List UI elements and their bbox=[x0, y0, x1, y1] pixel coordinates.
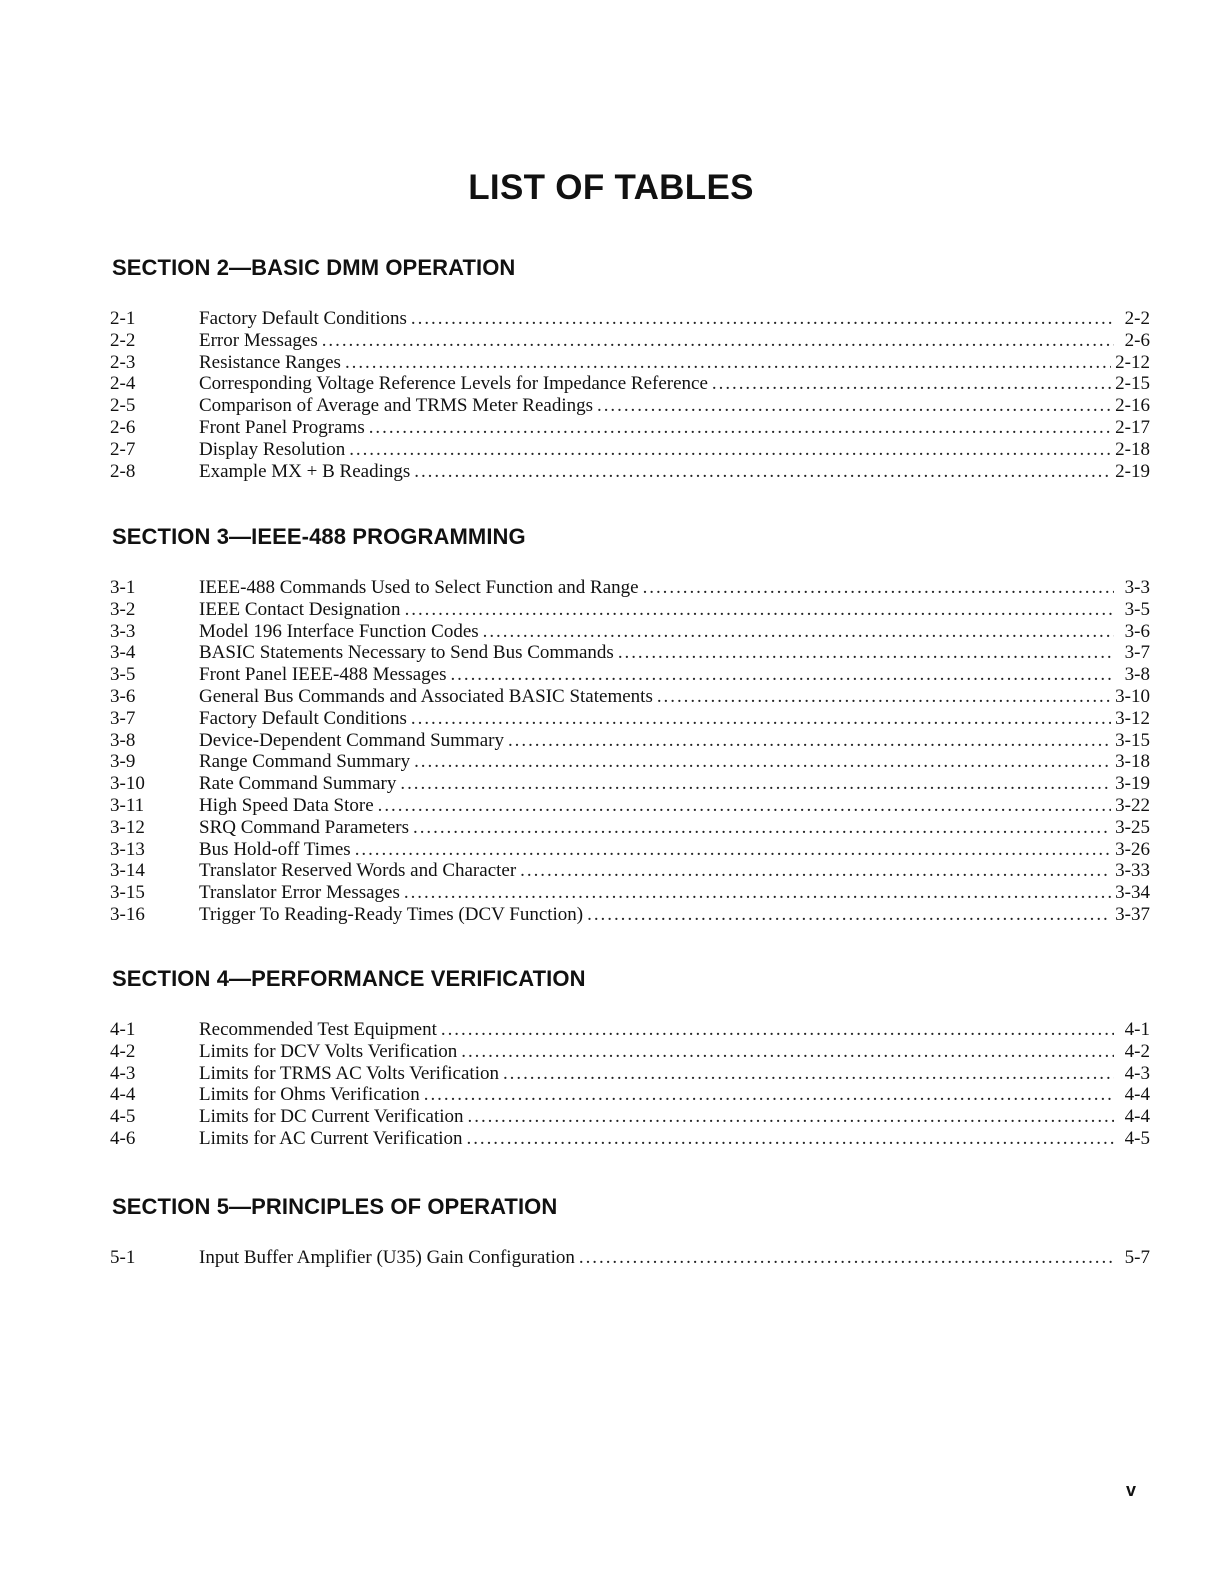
page-number: 3-3 bbox=[1124, 577, 1150, 598]
table-number: 5-1 bbox=[110, 1247, 136, 1268]
table-title: IEEE Contact Designation bbox=[199, 598, 401, 620]
table-title: Range Command Summary bbox=[199, 751, 411, 773]
page-number: 2-18 bbox=[1115, 438, 1150, 460]
toc-entry[interactable] bbox=[110, 1106, 1150, 1128]
table-number: 3-9 bbox=[110, 751, 136, 773]
table-title: Front Panel IEEE-488 Messages bbox=[199, 664, 447, 686]
toc-entry[interactable] bbox=[110, 795, 1150, 817]
toc-entry[interactable] bbox=[110, 621, 1150, 643]
section-heading: SECTION 2—BASIC DMM OPERATION bbox=[112, 255, 516, 280]
table-title: Translator Error Messages bbox=[199, 882, 400, 904]
dot-leader bbox=[520, 860, 1111, 882]
table-title: Limits for TRMS AC Volts Verification bbox=[199, 1062, 499, 1084]
page-number: 4-4 bbox=[1124, 1084, 1150, 1106]
toc-list bbox=[110, 1019, 1150, 1150]
section-3 bbox=[110, 524, 1150, 926]
dot-leader bbox=[508, 730, 1111, 752]
dot-leader bbox=[322, 330, 1114, 352]
table-number: 3-7 bbox=[110, 707, 136, 729]
dot-leader bbox=[468, 1106, 1114, 1128]
dot-leader bbox=[618, 642, 1114, 664]
section-heading: SECTION 3—IEEE-488 PROGRAMMING bbox=[112, 524, 526, 549]
table-number: 3-15 bbox=[110, 882, 145, 904]
toc-entry[interactable] bbox=[110, 417, 1150, 439]
toc-entry[interactable] bbox=[110, 904, 1150, 926]
table-title: Resistance Ranges bbox=[199, 351, 341, 373]
toc-entry[interactable] bbox=[110, 751, 1150, 773]
dot-leader bbox=[400, 773, 1111, 795]
dot-leader bbox=[441, 1019, 1114, 1041]
page-number: 2-16 bbox=[1115, 395, 1150, 417]
table-title: High Speed Data Store bbox=[199, 794, 374, 816]
table-title: Limits for AC Current Verification bbox=[199, 1127, 463, 1149]
toc-entry[interactable] bbox=[110, 330, 1150, 352]
page-number: 4-2 bbox=[1124, 1040, 1150, 1062]
toc-entry[interactable] bbox=[110, 817, 1150, 839]
dot-leader bbox=[404, 882, 1111, 904]
table-number: 3-6 bbox=[110, 685, 136, 707]
toc-entry[interactable] bbox=[110, 642, 1150, 664]
table-title: Display Resolution bbox=[199, 438, 346, 460]
toc-entry[interactable] bbox=[110, 373, 1150, 395]
page-number: 2-12 bbox=[1115, 351, 1150, 373]
page-folio: v bbox=[1125, 1480, 1136, 1500]
page-number: 2-19 bbox=[1115, 460, 1150, 482]
page-number: 4-4 bbox=[1124, 1106, 1150, 1128]
toc-entry[interactable] bbox=[110, 839, 1150, 861]
table-title: Front Panel Programs bbox=[199, 416, 365, 438]
toc-list bbox=[110, 308, 1150, 482]
table-title: Comparison of Average and TRMS Meter Readings bbox=[199, 395, 594, 417]
page-number: 3-26 bbox=[1115, 838, 1150, 860]
toc-entry[interactable] bbox=[110, 708, 1150, 730]
table-title: Corresponding Voltage Reference Levels for Impedance Reference bbox=[199, 373, 708, 395]
page-number: 2-6 bbox=[1124, 329, 1150, 351]
dot-leader bbox=[355, 839, 1111, 861]
toc-entry[interactable] bbox=[110, 730, 1150, 752]
table-title: Recommended Test Equipment bbox=[199, 1019, 437, 1040]
toc-entry[interactable] bbox=[110, 461, 1150, 483]
page-number: 2-2 bbox=[1124, 308, 1150, 329]
dot-leader bbox=[483, 621, 1114, 643]
table-number: 4-4 bbox=[110, 1084, 136, 1106]
table-number: 3-10 bbox=[110, 773, 145, 795]
page-number: 3-34 bbox=[1115, 882, 1150, 904]
dot-leader bbox=[461, 1041, 1114, 1063]
table-title: Device-Dependent Command Summary bbox=[199, 729, 504, 751]
table-number: 2-1 bbox=[110, 308, 136, 329]
page-number: 3-12 bbox=[1115, 707, 1150, 729]
page-number: 3-10 bbox=[1115, 685, 1150, 707]
toc-entry[interactable] bbox=[110, 1247, 1150, 1269]
toc-entry[interactable] bbox=[110, 395, 1150, 417]
page-number: 3-18 bbox=[1115, 751, 1150, 773]
page-title: LIST OF TABLES bbox=[468, 168, 754, 207]
table-number: 2-3 bbox=[110, 351, 136, 373]
table-title: Factory Default Conditions bbox=[199, 707, 407, 729]
table-title: Translator Reserved Words and Character bbox=[199, 860, 517, 882]
table-number: 3-5 bbox=[110, 664, 136, 686]
table-number: 2-8 bbox=[110, 460, 136, 482]
page-number: 3-22 bbox=[1115, 794, 1150, 816]
table-number: 4-3 bbox=[110, 1062, 136, 1084]
dot-leader bbox=[712, 373, 1111, 395]
page-number: 4-5 bbox=[1124, 1127, 1150, 1149]
table-title: Example MX + B Readings bbox=[199, 460, 411, 482]
dot-leader bbox=[411, 708, 1111, 730]
table-title: Input Buffer Amplifier (U35) Gain Configuration bbox=[199, 1247, 575, 1268]
table-number: 4-5 bbox=[110, 1106, 136, 1128]
dot-leader bbox=[467, 1128, 1115, 1150]
toc-entry[interactable] bbox=[110, 1128, 1150, 1150]
page-number: 3-7 bbox=[1124, 642, 1150, 664]
page-number: 3-33 bbox=[1115, 860, 1150, 882]
page-number: 2-17 bbox=[1115, 416, 1150, 438]
dot-leader bbox=[378, 795, 1112, 817]
dot-leader bbox=[369, 417, 1111, 439]
toc-entry[interactable] bbox=[110, 308, 1150, 330]
dot-leader bbox=[597, 395, 1111, 417]
table-title: Bus Hold-off Times bbox=[199, 838, 351, 860]
table-title: IEEE-488 Commands Used to Select Function and Range bbox=[199, 577, 639, 598]
table-title: Limits for DCV Volts Verification bbox=[199, 1040, 458, 1062]
page-number: 5-7 bbox=[1124, 1247, 1150, 1268]
dot-leader bbox=[411, 308, 1114, 330]
table-number: 2-7 bbox=[110, 438, 136, 460]
table-number: 3-14 bbox=[110, 860, 145, 882]
table-number: 2-4 bbox=[110, 373, 136, 395]
table-title: Factory Default Conditions bbox=[199, 308, 407, 329]
toc-entry[interactable] bbox=[110, 773, 1150, 795]
table-title: Error Messages bbox=[199, 329, 318, 351]
page-number: 4-1 bbox=[1124, 1019, 1150, 1040]
table-number: 3-3 bbox=[110, 620, 136, 642]
table-title: BASIC Statements Necessary to Send Bus Commands bbox=[199, 642, 614, 664]
section-4 bbox=[110, 966, 1150, 1150]
toc-entry[interactable] bbox=[110, 686, 1150, 708]
table-number: 2-2 bbox=[110, 329, 136, 351]
dot-leader bbox=[579, 1247, 1114, 1269]
page-number: 4-3 bbox=[1124, 1062, 1150, 1084]
dot-leader bbox=[657, 686, 1111, 708]
toc-list bbox=[110, 577, 1150, 926]
page-number: 3-37 bbox=[1115, 903, 1150, 925]
dot-leader bbox=[424, 1084, 1114, 1106]
page-number: 2-15 bbox=[1115, 373, 1150, 395]
table-number: 2-6 bbox=[110, 416, 136, 438]
table-number: 4-6 bbox=[110, 1127, 136, 1149]
dot-leader bbox=[414, 461, 1111, 483]
table-number: 3-2 bbox=[110, 598, 136, 620]
table-number: 3-16 bbox=[110, 903, 145, 925]
toc-entry[interactable] bbox=[110, 1019, 1150, 1041]
table-number: 3-8 bbox=[110, 729, 136, 751]
table-title: Limits for DC Current Verification bbox=[199, 1106, 464, 1128]
toc-entry[interactable] bbox=[110, 577, 1150, 599]
table-title: Limits for Ohms Verification bbox=[199, 1084, 420, 1106]
section-heading: SECTION 4—PERFORMANCE VERIFICATION bbox=[112, 966, 586, 991]
dot-leader bbox=[587, 904, 1111, 926]
table-title: General Bus Commands and Associated BASIC Statements bbox=[199, 685, 653, 707]
toc-entry[interactable] bbox=[110, 860, 1150, 882]
table-number: 4-1 bbox=[110, 1019, 136, 1040]
dot-leader bbox=[643, 577, 1114, 599]
table-number: 3-11 bbox=[110, 794, 145, 816]
dot-leader bbox=[405, 599, 1114, 621]
toc-entry[interactable] bbox=[110, 352, 1150, 374]
toc-entry[interactable] bbox=[110, 439, 1150, 461]
dot-leader bbox=[503, 1063, 1114, 1085]
table-title: Rate Command Summary bbox=[199, 773, 397, 795]
dot-leader bbox=[450, 664, 1114, 686]
page-number: 3-5 bbox=[1124, 598, 1150, 620]
dot-leader bbox=[414, 751, 1111, 773]
table-number: 2-5 bbox=[110, 395, 136, 417]
section-heading: SECTION 5—PRINCIPLES OF OPERATION bbox=[112, 1194, 558, 1219]
page-number: 3-6 bbox=[1124, 620, 1150, 642]
page-number: 3-19 bbox=[1115, 773, 1150, 795]
toc-list bbox=[110, 1247, 1150, 1269]
dot-leader bbox=[349, 439, 1111, 461]
table-title: Trigger To Reading-Ready Times (DCV Function) bbox=[199, 903, 584, 925]
table-number: 3-13 bbox=[110, 838, 145, 860]
dot-leader bbox=[345, 352, 1111, 374]
toc-entry[interactable] bbox=[110, 1084, 1150, 1106]
dot-leader bbox=[413, 817, 1111, 839]
table-number: 3-1 bbox=[110, 577, 136, 598]
table-number: 4-2 bbox=[110, 1040, 136, 1062]
table-number: 3-4 bbox=[110, 642, 136, 664]
page-number: 3-8 bbox=[1124, 664, 1150, 686]
toc-entry[interactable] bbox=[110, 664, 1150, 686]
section-2 bbox=[110, 255, 1150, 482]
table-title: SRQ Command Parameters bbox=[199, 816, 410, 838]
page-number: 3-15 bbox=[1115, 729, 1150, 751]
page-number: 3-25 bbox=[1115, 816, 1150, 838]
table-number: 3-12 bbox=[110, 816, 145, 838]
toc-entry[interactable] bbox=[110, 599, 1150, 621]
toc-entry[interactable] bbox=[110, 1041, 1150, 1063]
toc-entry[interactable] bbox=[110, 882, 1150, 904]
toc-entry[interactable] bbox=[110, 1063, 1150, 1085]
section-5 bbox=[110, 1194, 1150, 1269]
table-title: Model 196 Interface Function Codes bbox=[199, 620, 479, 642]
